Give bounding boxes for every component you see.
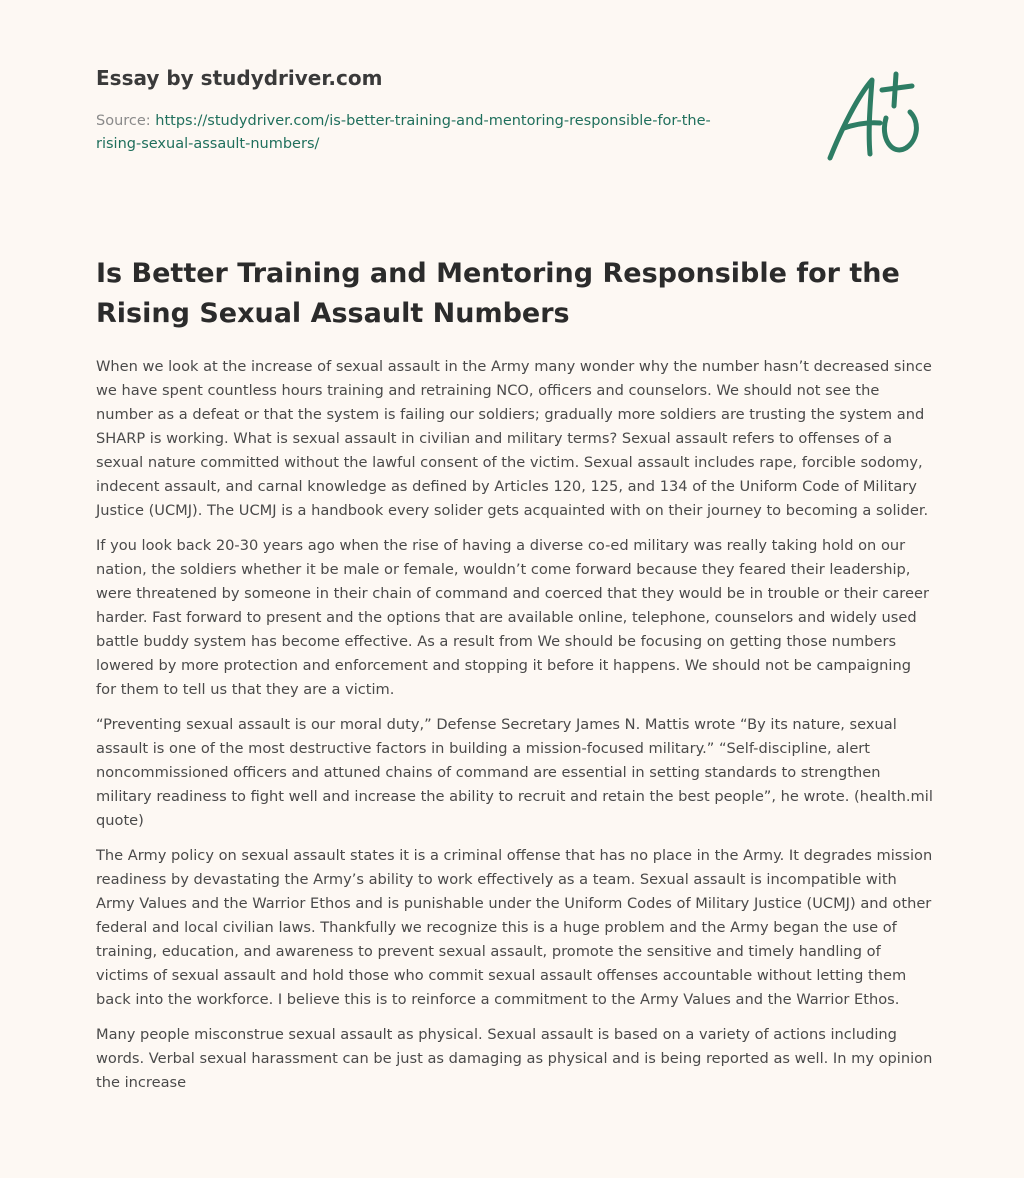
essay-body [96,355,934,1106]
essay-paragraph: When we look at the increase of sexual assault in the Army many wonder why the number hasn’t decreased since we have spent countless hours training and retraining NCO, officers and counselors. We should not see the number as a defeat or that the system is failing our soldiers; gradually more soldiers are trusting the system and SHARP is working. What is sexual assault in civilian and military terms? Sexual assault refers to offenses of a sexual nature committed without the lawful consent of the victim. Sexual assault includes rape, forcible sodomy, indecent assault, and carnal knowledge as defined by Articles 120, 125, and 134 of the Uniform Code of Military Justice (UCMJ). The UCMJ is a handbook every solider gets acquainted with on their journey to becoming a solider. [96,358,932,519]
essay-title: Is Better Training and Mentoring Responsible for the Rising Sexual Assault Numbers [96,258,900,329]
brand-title: Essay by studydriver.com [96,66,383,90]
essay-paragraph: If you look back 20-30 years ago when the rise of having a diverse co-ed military was really taking hold on our nation, the soldiers whether it be male or female, wouldn’t come forward because they feared their leadership, were threatened by someone in their chain of command and coerced that they would be in trouble or their career harder. Fast forward to present and the options that are available online, telephone, counselors and widely used battle buddy system has become effective. As a result from We should be focusing on getting those numbers lowered by more protection and enforcement and stopping it before it happens. We should not be campaigning for them to tell us that they are a victim. [96,537,929,698]
essay-paragraph: Many people misconstrue sexual assault as physical. Sexual assault is based on a variety of actions including words. Verbal sexual harassment can be just as damaging as physical and is being reported as well. In my opinion the increase [96,1026,933,1091]
a-plus-logo-icon [820,66,930,166]
source-url-line-2: rising-sexual-assault-numbers/ [96,136,320,152]
essay-paragraph: “Preventing sexual assault is our moral duty,” Defense Secretary James N. Mattis wrote “By its nature, sexual assault is one of the most destructive factors in building a mission-focused military.” “Self-discipline, alert noncommissioned officers and attuned chains of command are essential in setting standards to strengthen military readiness to fight well and increase the ability to recruit and retain the best people”, he wrote. (health.mil quote) [96,716,933,829]
document-header [96,64,776,156]
source-line [96,110,776,156]
source-link[interactable] [96,113,711,152]
source-url-line-1: https://studydriver.com/is-better-training-and-mentoring-responsible-for-the- [155,113,711,129]
essay-paragraph: The Army policy on sexual assault states it is a criminal offense that has no place in the Army. It degrades mission readiness by devastating the Army’s ability to work effectively as a team. Sexual assault is incompatible with Army Values and the Warrior Ethos and is punishable under the Uniform Codes of Military Justice (UCMJ) and other federal and local civilian laws. Thankfully we recognize this is a huge problem and the Army began the use of training, education, and awareness to prevent sexual assault, promote the sensitive and timely handling of victims of sexual assault and hold those who commit sexual assault offenses accountable without letting them back into the workforce. I believe this is to reinforce a commitment to the Army Values and the Warrior Ethos. [96,847,933,1008]
source-label: Source: [96,113,156,129]
